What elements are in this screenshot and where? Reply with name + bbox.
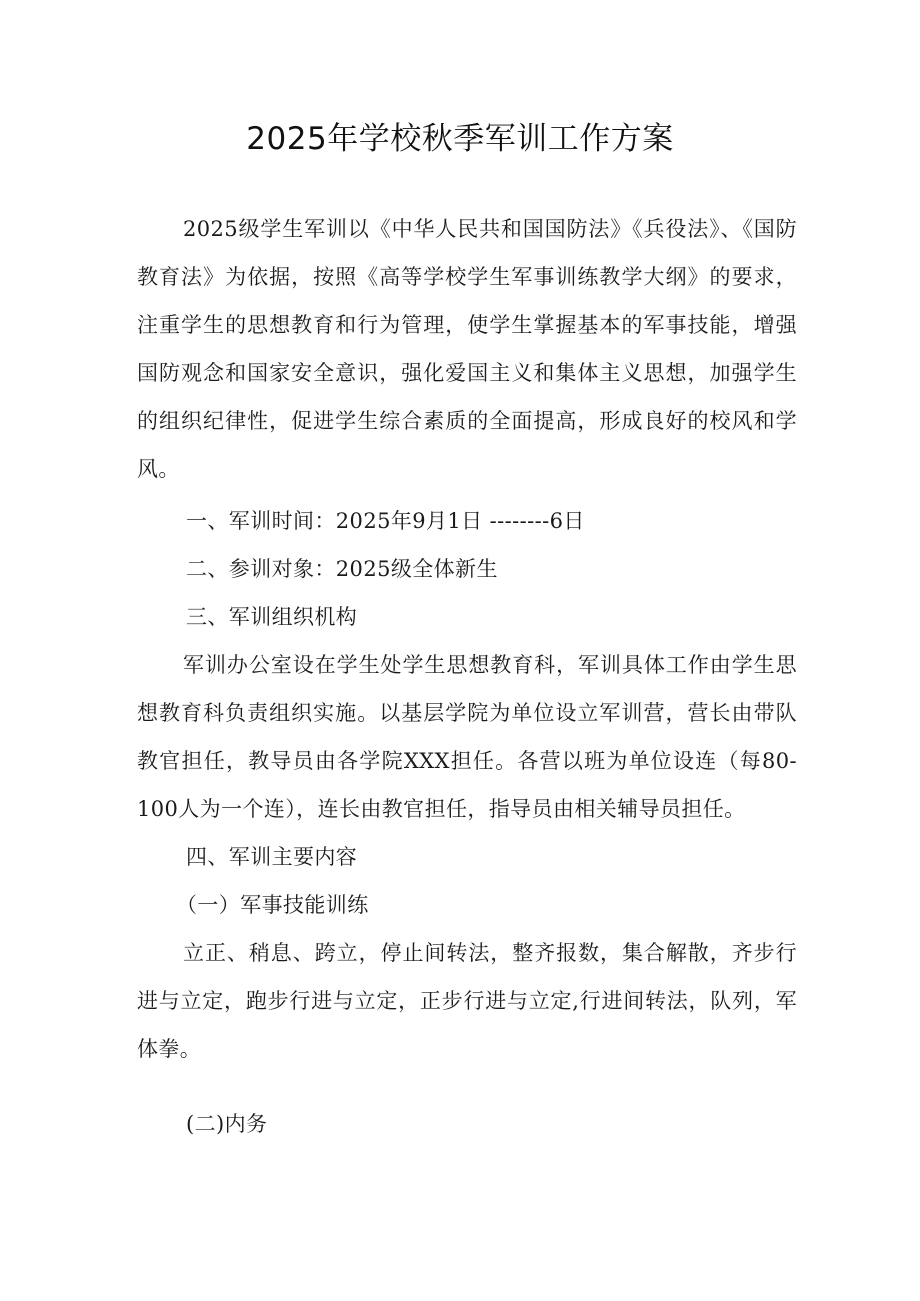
section-1-heading: 一、军训时间：2025年9月1日 --------6日 [186, 509, 585, 533]
section-3-heading: 三、军训组织机构 [186, 605, 358, 629]
subsection-1-body: 立正、稍息、跨立，停止间转法，整齐报数，集合解散，齐步行进与立定，跑步行进与立定，正步行进与立定,行进间转法，队列，军体拳。 [137, 941, 797, 1061]
subsection-1-heading: （一）军事技能训练 [176, 893, 369, 917]
document-title: 2025年学校秋季军训工作方案 [246, 121, 674, 157]
subsection-2-heading: (二)内务 [186, 1112, 268, 1136]
section-2-heading: 二、参训对象：2025级全体新生 [186, 557, 498, 581]
intro-paragraph: 2025级学生军训以《中华人民共和国国防法》《兵役法》、《国防教育法》为依据，按照《高等学校学生军事训练教学大纲》的要求，注重学生的思想教育和行为管理，使学生掌握基本的军事技能，增强国防观念和国家安全意识，强化爱国主义和集体主义思想，加强学生的组织纪律性，促进学生综合素质的全面提高，形成良好的校风和学风。 [137, 217, 797, 481]
section-3-body: 军训办公室设在学生处学生思想教育科，军训具体工作由学生思想教育科负责组织实施。以基层学院为单位设立军训营，营长由带队教官担任，教导员由各学院XXX担任。各营以班为单位设连（每80-100人为一个连），连长由教官担任，指导员由相关辅导员担任。 [137, 653, 797, 821]
section-4-heading: 四、军训主要内容 [186, 845, 358, 869]
